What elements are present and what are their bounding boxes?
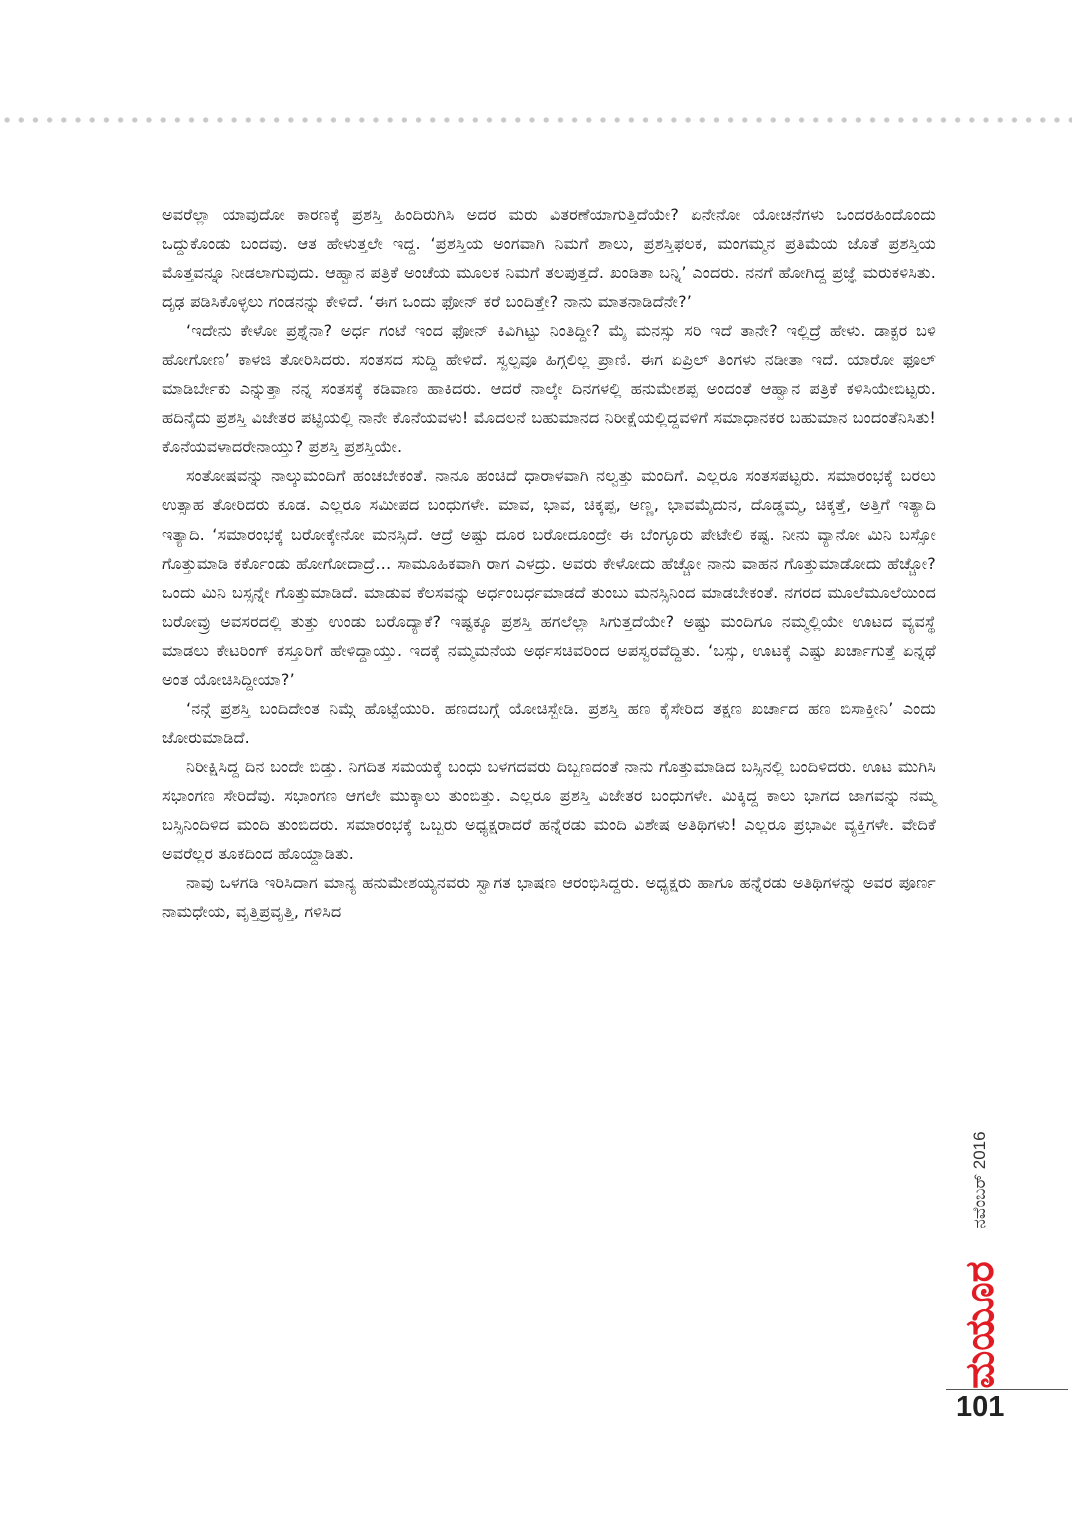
issue-label xyxy=(948,1100,1012,1260)
paragraph-3: ಸಂತೋಷವನ್ನು ನಾಲ್ಕುಮಂದಿಗೆ ಹಂಚಬೇಕಂತೆ. ನಾನೂ ಹಂಚಿದೆ ಧಾರಾಳವಾಗಿ ನಲ್ವತ್ತು ಮಂದಿಗೆ. ಎಲ್ಲರೂ ಸಂತಸಪಟ್ಟರು. ಸಮಾರಂಭಕ್ಕೆ ಬರಲು ಉತ್ಸಾಹ ತೋರಿದರು ಕೂಡ. ಎಲ್ಲರೂ ಸಮೀಪದ ಬಂಧುಗಳೇ. ಮಾವ, ಭಾವ, ಚಿಕ್ಕಪ್ಪ, ಅಣ್ಣ, ಭಾವಮೈದುನ, ದೊಡ್ಡಮ್ಮ, ಚಿಕ್ಕತ್ತೆ, ಅತ್ತಿಗೆ ಇತ್ಯಾದಿ ಇತ್ಯಾದಿ. ‘ಸಮಾರಂಭಕ್ಕೆ ಬರೋಕ್ಕೇನೋ ಮನಸ್ಸಿದೆ. ಆದ್ರೆ ಅಷ್ಟು ದೂರ ಬರೋದೂಂದ್ರೇ ಈ ಬೆಂಗ್ಳೂರು ಪೇಟೇಲಿ ಕಷ್ಟ. ನೀನು ವ್ಯಾನೋ ಮಿನಿ ಬಸ್ಸೋ ಗೊತ್ತುಮಾಡಿ ಕರ್ಕೊಂಡು ಹೋಗೋದಾದ್ರೆ… ಸಾಮೂಹಿಕವಾಗಿ ರಾಗ ಎಳದ್ರು. ಅವರು ಕೇಳೋದು ಹೆಚ್ಚೋ ನಾನು ವಾಹನ ಗೊತ್ತುಮಾಡೋದು ಹೆಚ್ಚೋ? ಒಂದು ಮಿನಿ ಬಸ್ಸನ್ನೇ ಗೊತ್ತುಮಾಡಿದೆ. ಮಾಡುವ ಕೆಲಸವನ್ನು ಅರ್ಧಂಬರ್ಧಮಾಡದೆ ತುಂಬು ಮನಸ್ಸಿನಿಂದ ಮಾಡಬೇಕಂತೆ. ನಗರದ ಮೂಲೆಮೂಲೆಯಿಂದ ಬರೋವ್ರು ಅವಸರದಲ್ಲಿ ತುತ್ತು ಉಂಡು ಬರೊದ್ಯಾಕೆ? ಇಷ್ಟಕ್ಕೂ ಪ್ರಶಸ್ತಿ ಹಗಲೆಲ್ಲಾ ಸಿಗುತ್ತದೆಯೇ? ಅಷ್ಟು ಮಂದಿಗೂ ನಮ್ಮಲ್ಲಿಯೇ ಊಟದ ವ್ಯವಸ್ಥೆ ಮಾಡಲು ಕೇಟರಿಂಗ್ ಕಸ್ತೂರಿಗೆ ಹೇಳಿದ್ದಾಯ್ತು. ಇದಕ್ಕೆ ನಮ್ಮಮನೆಯ ಅರ್ಥಸಚಿವರಿಂದ ಅಪಸ್ವರವೆದ್ದಿತು. ‘ಬಸ್ಸು, ಊಟಕ್ಕೆ ಎಷ್ಟು ಖರ್ಚಾಗುತ್ತೆ ಏನ್ನಥೆ ಅಂತ ಯೋಚಿಸಿದ್ದೀಯಾ?’ xyxy=(162,466,936,689)
footer-rule xyxy=(946,1389,1068,1390)
page-number: 101 xyxy=(956,1391,1005,1423)
magazine-name: ಮಯೂರ xyxy=(957,1261,1003,1389)
dotted-separator xyxy=(0,115,1072,125)
paragraph-4: ‘ನನ್ಗೆ ಪ್ರಶಸ್ತಿ ಬಂದಿದೇಂತ ನಿಮ್ಗೆ ಹೊಟ್ಟೆಯುರಿ. ಹಣದಬಗ್ಗೆ ಯೋಚಿಸ್ಬೇಡಿ. ಪ್ರಶಸ್ತಿ ಹಣ ಕೈಸೇರಿದ ತಕ್ಷಣ ಖರ್ಚಾದ ಹಣ ಬಿಸಾಕ್ತೀನಿ’ ಎಂದು ಜೋರುಮಾಡಿದೆ. xyxy=(162,698,936,747)
issue-date: ನವೆಂಬರ್ 2016 xyxy=(970,1131,989,1229)
magazine-logo xyxy=(952,1261,1008,1389)
paragraph-5: ನಿರೀಕ್ಷಿಸಿದ್ದ ದಿನ ಬಂದೇ ಬಿಡ್ತು. ನಿಗದಿತ ಸಮಯಕ್ಕೆ ಬಂಧು ಬಳಗದವರು ದಿಬ್ಬಣದಂತೆ ನಾನು ಗೊತ್ತುಮಾಡಿದ ಬಸ್ಸಿನಲ್ಲಿ ಬಂದಿಳಿದರು. ಊಟ ಮುಗಿಸಿ ಸಭಾಂಗಣ ಸೇರಿದೆವು. ಸಭಾಂಗಣ ಆಗಲೇ ಮುಕ್ಕಾಲು ತುಂಬಿತ್ತು. ಎಲ್ಲರೂ ಪ್ರಶಸ್ತಿ ವಿಜೇತರ ಬಂಧುಗಳೇ. ಮಿಕ್ಕಿದ್ದ ಕಾಲು ಭಾಗದ ಜಾಗವನ್ನು ನಮ್ಮ ಬಸ್ಸಿನಿಂದಿಳಿದ ಮಂದಿ ತುಂಬಿದರು. ಸಮಾರಂಭಕ್ಕೆ ಒಬ್ಬರು ಅಧ್ಯಕ್ಷರಾದರೆ ಹನ್ನೆರಡು ಮಂದಿ ವಿಶೇಷ ಅತಿಥಿಗಳು! ಎಲ್ಲರೂ ಪ್ರಭಾವೀ ವ್ಯಕ್ತಿಗಳೇ. ವೇದಿಕೆ ಅವರೆಲ್ಲರ ತೂಕದಿಂದ ಹೊಯ್ದಾಡಿತು. xyxy=(162,756,936,864)
paragraph-2: ‘ಇದೇನು ಕೇಳೋ ಪ್ರಶ್ನೆನಾ? ಅರ್ಧ ಗಂಟೆ ಇಂದ ಫೋನ್ ಕಿವಿಗಿಟ್ಟು ನಿಂತಿದ್ದೀ? ಮೈ ಮನಸ್ಸು ಸರಿ ಇದೆ ತಾನೇ? ಇಲ್ಲಿದ್ರೆ ಹೇಳು. ಡಾಕ್ಟರ ಬಳಿ ಹೋಗೋಣ’ ಕಾಳಜಿ ತೋರಿಸಿದರು. ಸಂತಸದ ಸುದ್ದಿ ಹೇಳಿದೆ. ಸ್ವಲ್ಪವೂ ಹಿಗ್ಗಲಿಲ್ಲ ಪ್ರಾಣಿ. ಈಗ ಏಪ್ರಿಲ್ ತಿಂಗಳು ನಡೀತಾ ಇದೆ. ಯಾರೋ ಫೂಲ್ ಮಾಡಿರ್ಬೇಕು ಎನ್ನುತ್ತಾ ನನ್ನ ಸಂತಸಕ್ಕೆ ಕಡಿವಾಣ ಹಾಕಿದರು. ಆದರೆ ನಾಲ್ಕೇ ದಿನಗಳಲ್ಲಿ ಹನುಮೇಶಪ್ಪ ಅಂದಂತೆ ಆಹ್ವಾನ ಪತ್ರಿಕೆ ಕಳಿಸಿಯೇಬಿಟ್ಟರು. ಹದಿನೈದು ಪ್ರಶಸ್ತಿ ವಿಜೇತರ ಪಟ್ಟಿಯಲ್ಲಿ ನಾನೇ ಕೊನೆಯವಳು! ಮೊದಲನೆ ಬಹುಮಾನದ ನಿರೀಕ್ಷೆಯಲ್ಲಿದ್ದವಳಿಗೆ ಸಮಾಧಾನಕರ ಬಹುಮಾನ ಬಂದಂತೆನಿಸಿತು! ಕೊನೆಯವಳಾದರೇನಾಯ್ತು? ಪ್ರಶಸ್ತಿ ಪ್ರಶಸ್ತಿಯೇ. xyxy=(162,321,936,457)
paragraph-1: ಅವರೆಲ್ಲಾ ಯಾವುದೋ ಕಾರಣಕ್ಕೆ ಪ್ರಶಸ್ತಿ ಹಿಂದಿರುಗಿಸಿ ಅದರ ಮರು ವಿತರಣೆಯಾಗುತ್ತಿದೆಯೇ? ಏನೇನೋ ಯೋಚನೆಗಳು ಒಂದರಹಿಂದೊಂದು ಒದ್ದುಕೊಂಡು ಬಂದವು. ಆತ ಹೇಳುತ್ತಲೇ ಇದ್ದ. ‘ಪ್ರಶಸ್ತಿಯ ಅಂಗವಾಗಿ ನಿಮಗೆ ಶಾಲು, ಪ್ರಶಸ್ತಿಫಲಕ, ಮಂಗಮ್ಮನ ಪ್ರತಿಮೆಯ ಜೊತೆ ಪ್ರಶಸ್ತಿಯ ಮೊತ್ತವನ್ನೂ ನೀಡಲಾಗುವುದು. ಆಹ್ವಾನ ಪತ್ರಿಕೆ ಅಂಚೆಯ ಮೂಲಕ ನಿಮಗೆ ತಲಪುತ್ತದೆ. ಖಂಡಿತಾ ಬನ್ನಿ’ ಎಂದರು. ನನಗೆ ಹೋಗಿದ್ದ ಪ್ರಜ್ಞೆ ಮರುಕಳಿಸಿತು. ದೃಢ ಪಡಿಸಿಕೊಳ್ಳಲು ಗಂಡನನ್ನು ಕೇಳಿದೆ. ‘ಈಗ ಒಂದು ಫೋನ್ ಕರೆ ಬಂದಿತ್ತೇ? ನಾನು ಮಾತನಾಡಿದೆನೇ?’ xyxy=(162,205,936,312)
paragraph-6: ನಾವು ಒಳಗಡಿ ಇರಿಸಿದಾಗ ಮಾನ್ಯ ಹನುಮೇಶಯ್ಯನವರು ಸ್ವಾಗತ ಭಾಷಣ ಆರಂಭಿಸಿದ್ದರು. ಅಧ್ಯಕ್ಷರು ಹಾಗೂ ಹನ್ನೆರಡು ಅತಿಥಿಗಳನ್ನು ಅವರ ಪೂರ್ಣ ನಾಮಧೇಯ, ವೃತ್ತಿಪ್ರವೃತ್ತಿ, ಗಳಿಸಿದ xyxy=(162,873,936,922)
magazine-sidebar xyxy=(948,1100,1012,1390)
article-body xyxy=(162,200,936,926)
